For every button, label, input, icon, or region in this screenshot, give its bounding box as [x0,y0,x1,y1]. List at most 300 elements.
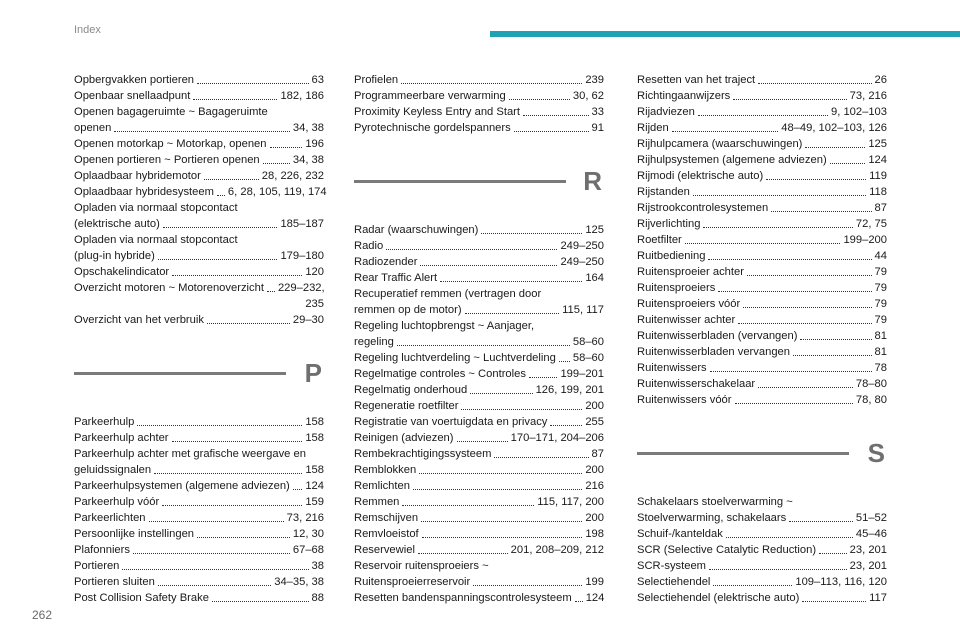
index-entry-pages: 88 [311,592,324,604]
index-entry [637,120,887,136]
index-entry-pages: 38 [311,560,324,572]
index-entry-term: Reinigen (adviezen) [354,432,454,444]
index-column-3 [637,72,887,606]
index-entry [637,510,887,526]
index-entry-pages: 79 [874,282,887,294]
index-entry [637,376,887,392]
dot-leader [163,227,278,228]
dot-leader [293,489,303,490]
index-entry-pages: 124 [868,154,887,166]
index-entry-pages: 23, 201 [849,560,887,572]
dot-leader [137,425,302,426]
index-entry-pages: 34–35, 38 [274,576,324,588]
index-entry-text: Schakelaars stoelverwarming ~ [637,496,793,508]
dot-leader [402,505,534,506]
index-entry [637,88,887,104]
index-entry-term: Opschakelindicator [74,266,170,278]
index-entry-pages: 201, 208–209, 212 [510,544,604,556]
index-entry-term: Rijden [637,122,669,134]
dot-leader [805,147,865,148]
index-entry-term: Openen motorkap ~ Motorkap, openen [74,138,267,150]
index-entry-pages: 115, 117, 200 [537,496,604,508]
section-rule [354,180,566,183]
index-entry-term: Parkeerhulp achter [74,432,169,444]
index-entry [354,494,604,510]
dot-leader [172,441,303,442]
header-title: Index [74,24,101,36]
index-entry-pages: 118 [869,186,887,198]
index-entry [637,344,887,360]
index-entry-term: Richtingaanwijzers [637,90,731,102]
index-entry [354,222,604,238]
dot-leader [529,377,557,378]
index-entry-term: Selectiehendel [637,576,711,588]
dot-leader [747,275,872,276]
index-entry-term: Rembekrachtigingssysteem [354,448,492,460]
index-entry [74,168,324,184]
index-entry [637,296,887,312]
dot-leader [473,585,582,586]
dot-leader [733,99,846,100]
dot-leader [718,291,871,292]
index-entry-pages: 158 [305,416,324,428]
index-entry-pages: 249–250 [560,240,604,252]
index-entry-pages: 44 [874,250,887,262]
index-entry-term: geluidssignalen [74,464,152,476]
dot-leader [708,259,871,260]
index-entry-pages: 179–180 [280,250,324,262]
index-entry-pages: 29–30 [292,314,324,326]
dot-leader [270,147,303,148]
index-entry-pages: 79 [874,266,887,278]
dot-leader [133,553,290,554]
index-entry [354,120,604,136]
index-entry-term: Profielen [354,74,399,86]
index-entry-pages: 125 [585,224,604,236]
index-entry-pages: 124 [305,480,324,492]
index-entry-term: Oplaadbaar hybridesysteem [74,186,214,198]
index-entry-pages: 200 [585,512,604,524]
index-entry [354,382,604,398]
index-entry-term: Regeneratie roetfilter [354,400,459,412]
index-entry [74,494,324,510]
index-entry-term: regeling [354,336,394,348]
index-entry [74,574,324,590]
dot-leader [830,163,866,164]
index-entry [74,414,324,430]
dot-leader [158,259,278,260]
index-entry-term: Remmen [354,496,400,508]
dot-leader [743,307,871,308]
index-entry-pages: 34, 38 [292,122,324,134]
index-entry-pages: 12, 30 [292,528,324,540]
index-entry [354,72,604,88]
index-entry-pages: 63 [311,74,324,86]
section-heading [74,346,324,406]
index-entry-term: Rijstrookcontrolesystemen [637,202,769,214]
section-letter: S [867,438,885,468]
index-entry-term: Rijadviezen [637,106,695,118]
index-entry [354,238,604,254]
index-entry-term: Radiozender [354,256,418,268]
index-entry [637,248,887,264]
index-entry [637,168,887,184]
index-entry [354,462,604,478]
dot-leader [421,521,582,522]
dot-leader [386,249,557,250]
index-entry-text: Recuperatief remmen (vertragen door [354,288,542,300]
index-entry-text: Opladen via normaal stopcontact [74,234,238,246]
index-entry-term: Ruitenwissers vóór [637,394,732,406]
index-entry-pages: 170–171, 204–206 [510,432,604,444]
dot-leader [172,275,302,276]
index-entry-term: Remlichten [354,480,410,492]
dot-leader [413,489,582,490]
index-entry-term: Selectiehendel (elektrische auto) [637,592,800,604]
index-entry-term: remmen op de motor) [354,304,462,316]
dot-leader [709,569,847,570]
dot-leader [550,425,582,426]
dot-leader [802,601,866,602]
index-entry-pages: 45–46 [855,528,887,540]
index-entry-text: Reservoir ruitensproeiers ~ [354,560,489,572]
index-entry-pages: 109–113, 116, 120 [795,576,887,588]
index-entry [74,526,324,542]
index-entry-pages: 239 [585,74,604,86]
index-entry-term: Ruitensproeierreservoir [354,576,471,588]
dot-leader [523,115,589,116]
index-entry-term: Overzicht motoren ~ Motorenoverzicht [74,282,264,294]
index-entry-pages: 216 [585,480,604,492]
index-entry-term: Plafonniers [74,544,130,556]
index-entry-pages: 87 [591,448,604,460]
index-entry-pages-continued: 235 [305,298,324,310]
index-entry [354,302,604,318]
dot-leader [263,163,290,164]
index-entry-term: Regelmatige controles ~ Controles [354,368,526,380]
index-entry-pages: 159 [305,496,324,508]
dot-leader [713,585,792,586]
dot-leader [726,537,853,538]
section-letter: P [304,358,322,388]
index-entry [637,392,887,408]
dot-leader [672,131,779,132]
index-entry [74,558,324,574]
index-entry [74,184,327,200]
index-entry [637,152,887,168]
dot-leader [422,537,583,538]
dot-leader [735,403,853,404]
dot-leader [401,83,582,84]
dot-leader [771,211,871,212]
index-entry-term: Ruitensproeiers [637,282,716,294]
index-entry [637,280,887,296]
index-entry [74,264,324,280]
index-entry-term: Radio [354,240,384,252]
index-entry-term: (elektrische auto) [74,218,160,230]
index-entry [74,510,324,526]
index-entry-term: Portieren [74,560,120,572]
index-entry-pages: 255 [585,416,604,428]
index-entry [637,232,887,248]
index-entry-pages: 58–60 [572,336,604,348]
section-heading [354,154,604,214]
index-entry-pages: 126, 199, 201 [535,384,604,396]
index-entry-pages: 200 [585,400,604,412]
index-entry-text: Opladen via normaal stopcontact [74,202,238,214]
index-entry-pages: 249–250 [560,256,604,268]
index-entry [74,152,324,168]
index-entry-term: Radar (waarschuwingen) [354,224,479,236]
index-entry-pages: 199–201 [560,368,604,380]
dot-leader [575,601,583,602]
index-entry [354,254,604,270]
dot-leader [758,387,853,388]
index-entry-term: Remvloeistof [354,528,419,540]
index-entry-term: (plug-in hybride) [74,250,155,262]
index-entry-text: Parkeerhulp achter met grafische weergave en [74,448,306,460]
index-entry-term: Ruitbediening [637,250,706,262]
index-entry [74,462,324,478]
index-entry-pages: 199–200 [843,234,887,246]
index-column-2 [354,72,604,606]
index-entry-pages: 67–68 [292,544,324,556]
index-entry-pages: 9, 102–103 [831,106,887,118]
index-entry-pages: 78 [874,362,887,374]
index-entry-term: Remschijven [354,512,419,524]
index-entry [637,526,887,542]
index-entry-pages: 79 [874,298,887,310]
index-entry-term: openen [74,122,112,134]
index-entry [637,136,887,152]
index-entry-term: Ruitensproeiers vóór [637,298,741,310]
header-accent-bar [490,31,960,37]
index-entry-term: SCR-systeem [637,560,706,572]
dot-leader [685,243,841,244]
index-entry [354,88,604,104]
dot-leader [766,179,866,180]
section-rule [74,372,286,375]
index-entry [354,574,604,590]
dot-leader [440,281,582,282]
index-entry-term: Schuif-/kanteldak [637,528,723,540]
index-entry-pages: 33 [591,106,604,118]
index-entry-term: Roetfilter [637,234,682,246]
page-number: 262 [32,608,53,622]
index-entry-pages: 185–187 [280,218,324,230]
dot-leader [397,345,570,346]
index-entry [637,264,887,280]
index-entry-term: Regeling luchtverdeling ~ Luchtverdeling [354,352,556,364]
dot-leader [509,99,570,100]
dot-leader [420,265,557,266]
dot-leader [122,569,308,570]
dot-leader [267,291,275,292]
index-entry-term: Stoelverwarming, schakelaars [637,512,787,524]
index-entry-term: SCR (Selective Catalytic Reduction) [637,544,817,556]
index-entry-term: Ruitenwisserbladen vervangen [637,346,790,358]
index-entry-pages: 182, 186 [280,90,324,102]
index-entry [637,184,887,200]
index-entry-pages: 26 [874,74,887,86]
index-entry-term: Regelmatig onderhoud [354,384,468,396]
dot-leader [204,179,259,180]
index-entry [74,542,324,558]
index-entry-pages: 6, 28, 105, 119, 174 [227,186,327,198]
dot-leader [819,553,847,554]
dot-leader [418,553,508,554]
index-entry-term: Persoonlijke instellingen [74,528,195,540]
section-heading [637,426,887,486]
index-entry-pages: 79 [874,314,887,326]
index-entry-term: Post Collision Safety Brake [74,592,209,604]
index-entry [354,398,604,414]
index-entry [74,136,324,152]
index-entry-pages: 229–232, [277,282,325,294]
index-entry-term: Oplaadbaar hybridemotor [74,170,201,182]
dot-leader [710,371,872,372]
index-entry [354,430,604,446]
index-entry [354,478,604,494]
section-letter: R [583,166,602,196]
index-entry [74,120,324,136]
index-entry-text: Regeling luchtopbrengst ~ Aanjager, [354,320,535,332]
index-entry [354,366,604,382]
index-entry-pages: 28, 226, 232 [261,170,324,182]
index-entry [354,542,604,558]
index-entry-pages: 30, 62 [572,90,604,102]
dot-leader [419,473,582,474]
index-entry-term: Programmeerbare verwarming [354,90,506,102]
index-entry [74,88,324,104]
index-entry-pages: 91 [591,122,604,134]
dot-leader [217,195,225,196]
index-entry-term: Rijmodi (elektrische auto) [637,170,764,182]
index-entry [74,430,324,446]
dot-leader [800,339,871,340]
index-entry-pages: 48–49, 102–103, 126 [781,122,887,134]
index-entry-term: Opbergvakken portieren [74,74,195,86]
dot-leader [197,537,290,538]
index-entry [74,312,324,328]
index-entry-pages: 120 [305,266,324,278]
index-entry [637,542,887,558]
index-entry-pages: 164 [585,272,604,284]
index-entry-term: Resetten van het traject [637,74,756,86]
index-entry-pages: 81 [874,330,887,342]
index-entry [637,216,887,232]
dot-leader [698,115,828,116]
dot-leader [693,195,866,196]
index-entry [637,590,887,606]
index-entry [637,312,887,328]
index-entry-term: Openen portieren ~ Portieren openen [74,154,260,166]
dot-leader [457,441,508,442]
index-entry [354,334,604,350]
index-entry-pages: 119 [869,170,887,182]
index-entry [637,558,887,574]
index-entry-pages: 81 [874,346,887,358]
index-entry-pages: 117 [869,592,887,604]
index-entry-term: Openbaar snellaadpunt [74,90,191,102]
index-entry-term: Reservewiel [354,544,415,556]
dot-leader [207,323,290,324]
index-entry [354,526,604,542]
index-entry [637,72,887,88]
index-entry [74,216,324,232]
dot-leader [703,227,852,228]
index-entry [637,200,887,216]
index-entry [74,248,324,264]
index-entry-pages: 73, 216 [849,90,887,102]
index-entry-term: Portieren sluiten [74,576,155,588]
index-entry-term: Rear Traffic Alert [354,272,438,284]
dot-leader [514,131,589,132]
index-entry [74,72,324,88]
index-entry [354,510,604,526]
index-entry [354,270,604,286]
index-entry [74,590,324,606]
dot-leader [461,409,582,410]
dot-leader [197,83,309,84]
index-entry-pages: 58–60 [572,352,604,364]
index-entry-term: Ruitenwisser achter [637,314,736,326]
index-entry [74,280,324,296]
dot-leader [465,313,560,314]
index-entry-term: Rijhulpcamera (waarschuwingen) [637,138,803,150]
index-entry-term: Ruitenwisserschakelaar [637,378,756,390]
index-entry-pages: 158 [305,432,324,444]
index-entry-term: Ruitenwissers [637,362,707,374]
index-entry-term: Parkeerhulp vóór [74,496,160,508]
index-entry-term: Parkeerhulpsystemen (algemene adviezen) [74,480,290,492]
index-entry-term: Proximity Keyless Entry and Start [354,106,521,118]
index-entry-term: Registratie van voertuigdata en privacy [354,416,548,428]
index-entry [637,104,887,120]
index-entry-pages: 198 [585,528,604,540]
index-entry-pages: 78–80 [855,378,887,390]
index-entry-term: Resetten bandenspanningscontrolesysteem [354,592,572,604]
index-entry-pages: 115, 117 [562,304,604,316]
index-entry [354,590,604,606]
index-entry-pages: 51–52 [855,512,887,524]
dot-leader [559,361,570,362]
index-entry [354,104,604,120]
dot-leader [149,521,284,522]
dot-leader [162,505,302,506]
index-entry-pages: 199 [585,576,604,588]
index-entry-term: Overzicht van het verbruik [74,314,204,326]
index-entry [637,328,887,344]
index-entry-term: Ruitensproeier achter [637,266,744,278]
index-entry [637,360,887,376]
index-entry-term: Remblokken [354,464,417,476]
dot-leader [793,355,872,356]
dot-leader [158,585,271,586]
dot-leader [481,233,582,234]
index-column-1 [74,72,327,606]
dot-leader [738,323,871,324]
index-entry-term: Rijhulpsystemen (algemene adviezen) [637,154,827,166]
index-entry-term: Parkeerhulp [74,416,135,428]
index-entry-pages: 78, 80 [855,394,887,406]
index-entry-pages: 34, 38 [292,154,324,166]
section-rule [637,452,849,455]
dot-leader [154,473,302,474]
index-entry-pages: 23, 201 [849,544,887,556]
dot-leader [758,83,871,84]
index-entry-term: Ruitenwisserbladen (vervangen) [637,330,798,342]
